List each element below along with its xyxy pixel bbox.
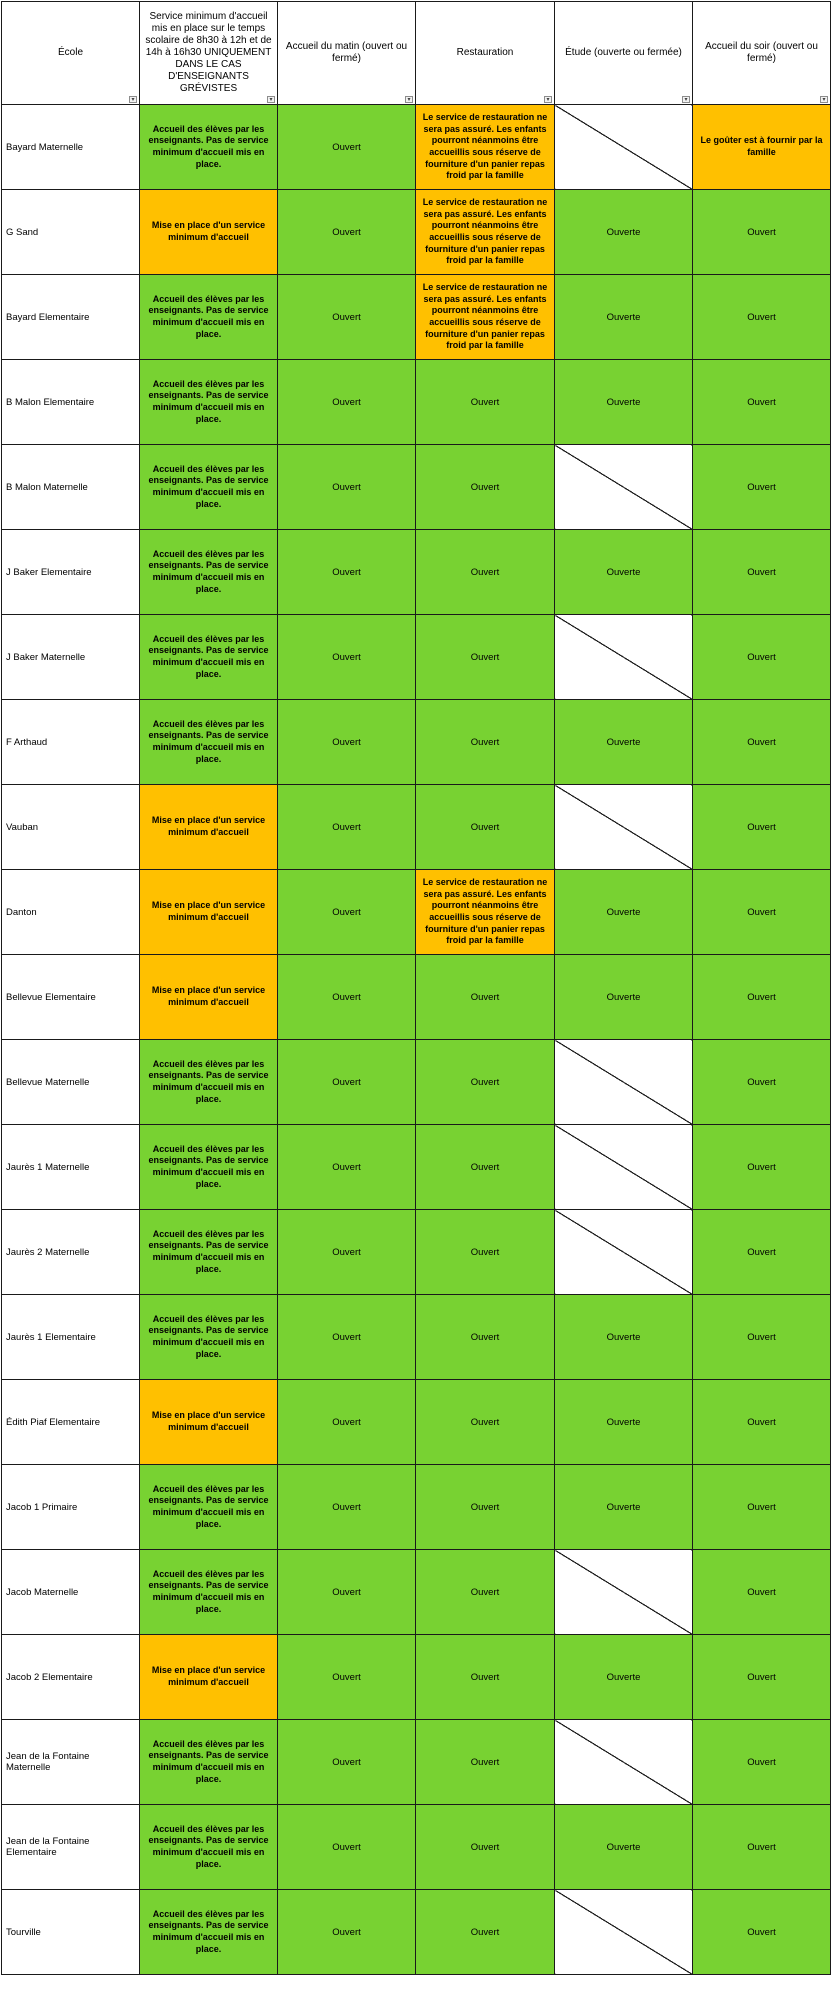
table-row: [2, 190, 831, 275]
etude-cell: Ouverte: [555, 275, 693, 360]
etude-cell: Ouverte: [555, 955, 693, 1040]
table-row: [2, 1550, 831, 1635]
accueil-matin-cell: Ouvert: [278, 1040, 416, 1125]
school-name-cell: J Baker Elementaire: [2, 530, 140, 615]
table-row: [2, 615, 831, 700]
restauration-cell: Ouvert: [416, 1380, 555, 1465]
etude-not-applicable-cell: [555, 785, 693, 870]
school-name-cell: B Malon Maternelle: [2, 445, 140, 530]
school-name-cell: Bayard Elementaire: [2, 275, 140, 360]
restauration-cell: Le service de restauration ne sera pas assuré. Les enfants pourront néanmoins être accueillis sous réserve de fourniture d'un panier repas froid par la famille: [416, 870, 555, 955]
table-row: [2, 1465, 831, 1550]
service-minimum-cell: Accueil des élèves par les enseignants. Pas de service minimum d'accueil mis en place.: [140, 105, 278, 190]
accueil-soir-cell: Le goûter est à fournir par la famille: [693, 105, 831, 190]
restauration-cell: Ouvert: [416, 1210, 555, 1295]
table-row: [2, 445, 831, 530]
header-label: Étude (ouverte ou fermée): [565, 47, 682, 58]
header-restauration: [416, 2, 555, 105]
service-minimum-cell: Mise en place d'un service minimum d'accueil: [140, 1635, 278, 1720]
accueil-soir-cell: Ouvert: [693, 275, 831, 360]
accueil-matin-cell: Ouvert: [278, 445, 416, 530]
table-row: [2, 1890, 831, 1975]
restauration-cell: Ouvert: [416, 530, 555, 615]
accueil-matin-cell: Ouvert: [278, 1465, 416, 1550]
service-minimum-cell: Mise en place d'un service minimum d'accueil: [140, 955, 278, 1040]
accueil-matin-cell: Ouvert: [278, 615, 416, 700]
school-name-cell: Jacob Maternelle: [2, 1550, 140, 1635]
service-minimum-cell: Accueil des élèves par les enseignants. Pas de service minimum d'accueil mis en place.: [140, 615, 278, 700]
header-label: Accueil du matin (ouvert ou fermé): [285, 41, 408, 64]
header-service-minimum: [140, 2, 278, 105]
service-minimum-cell: Accueil des élèves par les enseignants. Pas de service minimum d'accueil mis en place.: [140, 445, 278, 530]
restauration-cell: Le service de restauration ne sera pas assuré. Les enfants pourront néanmoins être accueillis sous réserve de fourniture d'un panier repas froid par la famille: [416, 190, 555, 275]
school-name-cell: G Sand: [2, 190, 140, 275]
school-name-cell: Jaurès 2 Maternelle: [2, 1210, 140, 1295]
etude-not-applicable-cell: [555, 1125, 693, 1210]
accueil-matin-cell: Ouvert: [278, 1720, 416, 1805]
restauration-cell: Ouvert: [416, 1890, 555, 1975]
header-label: Service minimum d'accueil mis en place sur le temps scolaire de 8h30 à 12h et de 14h à 16h30 UNIQUEMENT DANS LE CAS D'ENSEIGNANTS GRÉVISTES: [145, 11, 272, 94]
table-row: [2, 870, 831, 955]
school-name-cell: Bayard Maternelle: [2, 105, 140, 190]
restauration-cell: Ouvert: [416, 1720, 555, 1805]
restauration-cell: Ouvert: [416, 1040, 555, 1125]
schools-table: [1, 1, 831, 1975]
accueil-matin-cell: Ouvert: [278, 1635, 416, 1720]
restauration-cell: Ouvert: [416, 1635, 555, 1720]
school-name-cell: Jaurès 1 Maternelle: [2, 1125, 140, 1210]
accueil-soir-cell: Ouvert: [693, 360, 831, 445]
accueil-matin-cell: Ouvert: [278, 530, 416, 615]
etude-cell: Ouverte: [555, 1805, 693, 1890]
header-ecole: [2, 2, 140, 105]
accueil-soir-cell: Ouvert: [693, 1805, 831, 1890]
restauration-cell: Ouvert: [416, 1550, 555, 1635]
table-row: [2, 530, 831, 615]
etude-cell: Ouverte: [555, 190, 693, 275]
accueil-soir-cell: Ouvert: [693, 700, 831, 785]
accueil-matin-cell: Ouvert: [278, 1805, 416, 1890]
accueil-matin-cell: Ouvert: [278, 785, 416, 870]
accueil-matin-cell: Ouvert: [278, 1380, 416, 1465]
school-name-cell: Jacob 1 Primaire: [2, 1465, 140, 1550]
accueil-soir-cell: Ouvert: [693, 1380, 831, 1465]
restauration-cell: Ouvert: [416, 785, 555, 870]
accueil-soir-cell: Ouvert: [693, 190, 831, 275]
etude-not-applicable-cell: [555, 1720, 693, 1805]
etude-not-applicable-cell: [555, 105, 693, 190]
school-name-cell: Danton: [2, 870, 140, 955]
accueil-matin-cell: Ouvert: [278, 1125, 416, 1210]
service-minimum-cell: Mise en place d'un service minimum d'accueil: [140, 1380, 278, 1465]
accueil-soir-cell: Ouvert: [693, 445, 831, 530]
header-label: École: [57, 47, 83, 58]
accueil-matin-cell: Ouvert: [278, 190, 416, 275]
table-row: [2, 1040, 831, 1125]
service-minimum-cell: Accueil des élèves par les enseignants. Pas de service minimum d'accueil mis en place.: [140, 275, 278, 360]
table-row: [2, 955, 831, 1040]
accueil-matin-cell: Ouvert: [278, 1295, 416, 1380]
service-minimum-cell: Mise en place d'un service minimum d'accueil: [140, 190, 278, 275]
etude-not-applicable-cell: [555, 615, 693, 700]
table-row: [2, 700, 831, 785]
etude-cell: Ouverte: [555, 1465, 693, 1550]
etude-not-applicable-cell: [555, 1550, 693, 1635]
etude-not-applicable-cell: [555, 445, 693, 530]
accueil-soir-cell: Ouvert: [693, 530, 831, 615]
service-minimum-cell: Accueil des élèves par les enseignants. Pas de service minimum d'accueil mis en place.: [140, 1550, 278, 1635]
header-label: Restauration: [456, 47, 514, 58]
accueil-soir-cell: Ouvert: [693, 1040, 831, 1125]
filter-dropdown-icon[interactable]: ▾: [544, 96, 552, 103]
accueil-matin-cell: Ouvert: [278, 275, 416, 360]
filter-dropdown-icon[interactable]: ▾: [267, 96, 275, 103]
etude-not-applicable-cell: [555, 1040, 693, 1125]
school-name-cell: Jean de la Fontaine Maternelle: [2, 1720, 140, 1805]
accueil-soir-cell: Ouvert: [693, 1465, 831, 1550]
header-accueil-soir: [693, 2, 831, 105]
table-row: [2, 1295, 831, 1380]
etude-cell: Ouverte: [555, 700, 693, 785]
accueil-soir-cell: Ouvert: [693, 1635, 831, 1720]
accueil-soir-cell: Ouvert: [693, 1125, 831, 1210]
restauration-cell: Ouvert: [416, 360, 555, 445]
etude-cell: Ouverte: [555, 530, 693, 615]
table-row: [2, 275, 831, 360]
service-minimum-cell: Mise en place d'un service minimum d'accueil: [140, 870, 278, 955]
service-minimum-cell: Accueil des élèves par les enseignants. Pas de service minimum d'accueil mis en place.: [140, 700, 278, 785]
restauration-cell: Le service de restauration ne sera pas assuré. Les enfants pourront néanmoins être accueillis sous réserve de fourniture d'un panier repas froid par la famille: [416, 275, 555, 360]
etude-cell: Ouverte: [555, 1295, 693, 1380]
header-row: [2, 2, 831, 105]
table-body: [2, 105, 831, 1975]
accueil-soir-cell: Ouvert: [693, 1550, 831, 1635]
restauration-cell: Le service de restauration ne sera pas assuré. Les enfants pourront néanmoins être accueillis sous réserve de fourniture d'un panier repas froid par la famille: [416, 105, 555, 190]
etude-cell: Ouverte: [555, 1635, 693, 1720]
school-name-cell: Jacob 2 Elementaire: [2, 1635, 140, 1720]
header-accueil-matin: [278, 2, 416, 105]
restauration-cell: Ouvert: [416, 1295, 555, 1380]
restauration-cell: Ouvert: [416, 1805, 555, 1890]
accueil-matin-cell: Ouvert: [278, 1890, 416, 1975]
header-etude: [555, 2, 693, 105]
accueil-soir-cell: Ouvert: [693, 1210, 831, 1295]
service-minimum-cell: Accueil des élèves par les enseignants. Pas de service minimum d'accueil mis en place.: [140, 1210, 278, 1295]
accueil-soir-cell: Ouvert: [693, 1295, 831, 1380]
school-name-cell: Jaurès 1 Elementaire: [2, 1295, 140, 1380]
filter-dropdown-icon[interactable]: ▾: [820, 96, 828, 103]
restauration-cell: Ouvert: [416, 955, 555, 1040]
table-row: [2, 785, 831, 870]
table-row: [2, 1635, 831, 1720]
table-row: [2, 1720, 831, 1805]
table-row: [2, 105, 831, 190]
accueil-soir-cell: Ouvert: [693, 615, 831, 700]
service-minimum-cell: Mise en place d'un service minimum d'accueil: [140, 785, 278, 870]
accueil-matin-cell: Ouvert: [278, 955, 416, 1040]
school-name-cell: Vauban: [2, 785, 140, 870]
etude-cell: Ouverte: [555, 360, 693, 445]
school-name-cell: Bellevue Maternelle: [2, 1040, 140, 1125]
accueil-soir-cell: Ouvert: [693, 1720, 831, 1805]
service-minimum-cell: Accueil des élèves par les enseignants. Pas de service minimum d'accueil mis en place.: [140, 1295, 278, 1380]
school-name-cell: B Malon Elementaire: [2, 360, 140, 445]
accueil-soir-cell: Ouvert: [693, 955, 831, 1040]
table-row: [2, 1805, 831, 1890]
service-minimum-cell: Accueil des élèves par les enseignants. Pas de service minimum d'accueil mis en place.: [140, 1720, 278, 1805]
filter-dropdown-icon[interactable]: ▾: [682, 96, 690, 103]
etude-cell: Ouverte: [555, 1380, 693, 1465]
accueil-matin-cell: Ouvert: [278, 105, 416, 190]
restauration-cell: Ouvert: [416, 1465, 555, 1550]
etude-not-applicable-cell: [555, 1890, 693, 1975]
service-minimum-cell: Accueil des élèves par les enseignants. Pas de service minimum d'accueil mis en place.: [140, 1805, 278, 1890]
school-name-cell: J Baker Maternelle: [2, 615, 140, 700]
table-row: [2, 1380, 831, 1465]
accueil-soir-cell: Ouvert: [693, 785, 831, 870]
restauration-cell: Ouvert: [416, 445, 555, 530]
restauration-cell: Ouvert: [416, 700, 555, 785]
accueil-matin-cell: Ouvert: [278, 360, 416, 445]
restauration-cell: Ouvert: [416, 1125, 555, 1210]
service-minimum-cell: Accueil des élèves par les enseignants. Pas de service minimum d'accueil mis en place.: [140, 1465, 278, 1550]
header-label: Accueil du soir (ouvert ou fermé): [705, 41, 818, 64]
table-row: [2, 1210, 831, 1295]
accueil-matin-cell: Ouvert: [278, 870, 416, 955]
school-name-cell: Tourville: [2, 1890, 140, 1975]
filter-dropdown-icon[interactable]: ▾: [405, 96, 413, 103]
service-minimum-cell: Accueil des élèves par les enseignants. Pas de service minimum d'accueil mis en place.: [140, 1125, 278, 1210]
accueil-soir-cell: Ouvert: [693, 870, 831, 955]
accueil-matin-cell: Ouvert: [278, 700, 416, 785]
service-minimum-cell: Accueil des élèves par les enseignants. Pas de service minimum d'accueil mis en place.: [140, 1890, 278, 1975]
accueil-matin-cell: Ouvert: [278, 1210, 416, 1295]
school-name-cell: Édith Piaf Elementaire: [2, 1380, 140, 1465]
table-row: [2, 1125, 831, 1210]
school-name-cell: F Arthaud: [2, 700, 140, 785]
accueil-matin-cell: Ouvert: [278, 1550, 416, 1635]
service-minimum-cell: Accueil des élèves par les enseignants. Pas de service minimum d'accueil mis en place.: [140, 360, 278, 445]
restauration-cell: Ouvert: [416, 615, 555, 700]
school-name-cell: Bellevue Elementaire: [2, 955, 140, 1040]
etude-cell: Ouverte: [555, 870, 693, 955]
filter-dropdown-icon[interactable]: ▾: [129, 96, 137, 103]
school-name-cell: Jean de la Fontaine Elementaire: [2, 1805, 140, 1890]
etude-not-applicable-cell: [555, 1210, 693, 1295]
service-minimum-cell: Accueil des élèves par les enseignants. Pas de service minimum d'accueil mis en place.: [140, 1040, 278, 1125]
service-minimum-cell: Accueil des élèves par les enseignants. Pas de service minimum d'accueil mis en place.: [140, 530, 278, 615]
table-row: [2, 360, 831, 445]
accueil-soir-cell: Ouvert: [693, 1890, 831, 1975]
